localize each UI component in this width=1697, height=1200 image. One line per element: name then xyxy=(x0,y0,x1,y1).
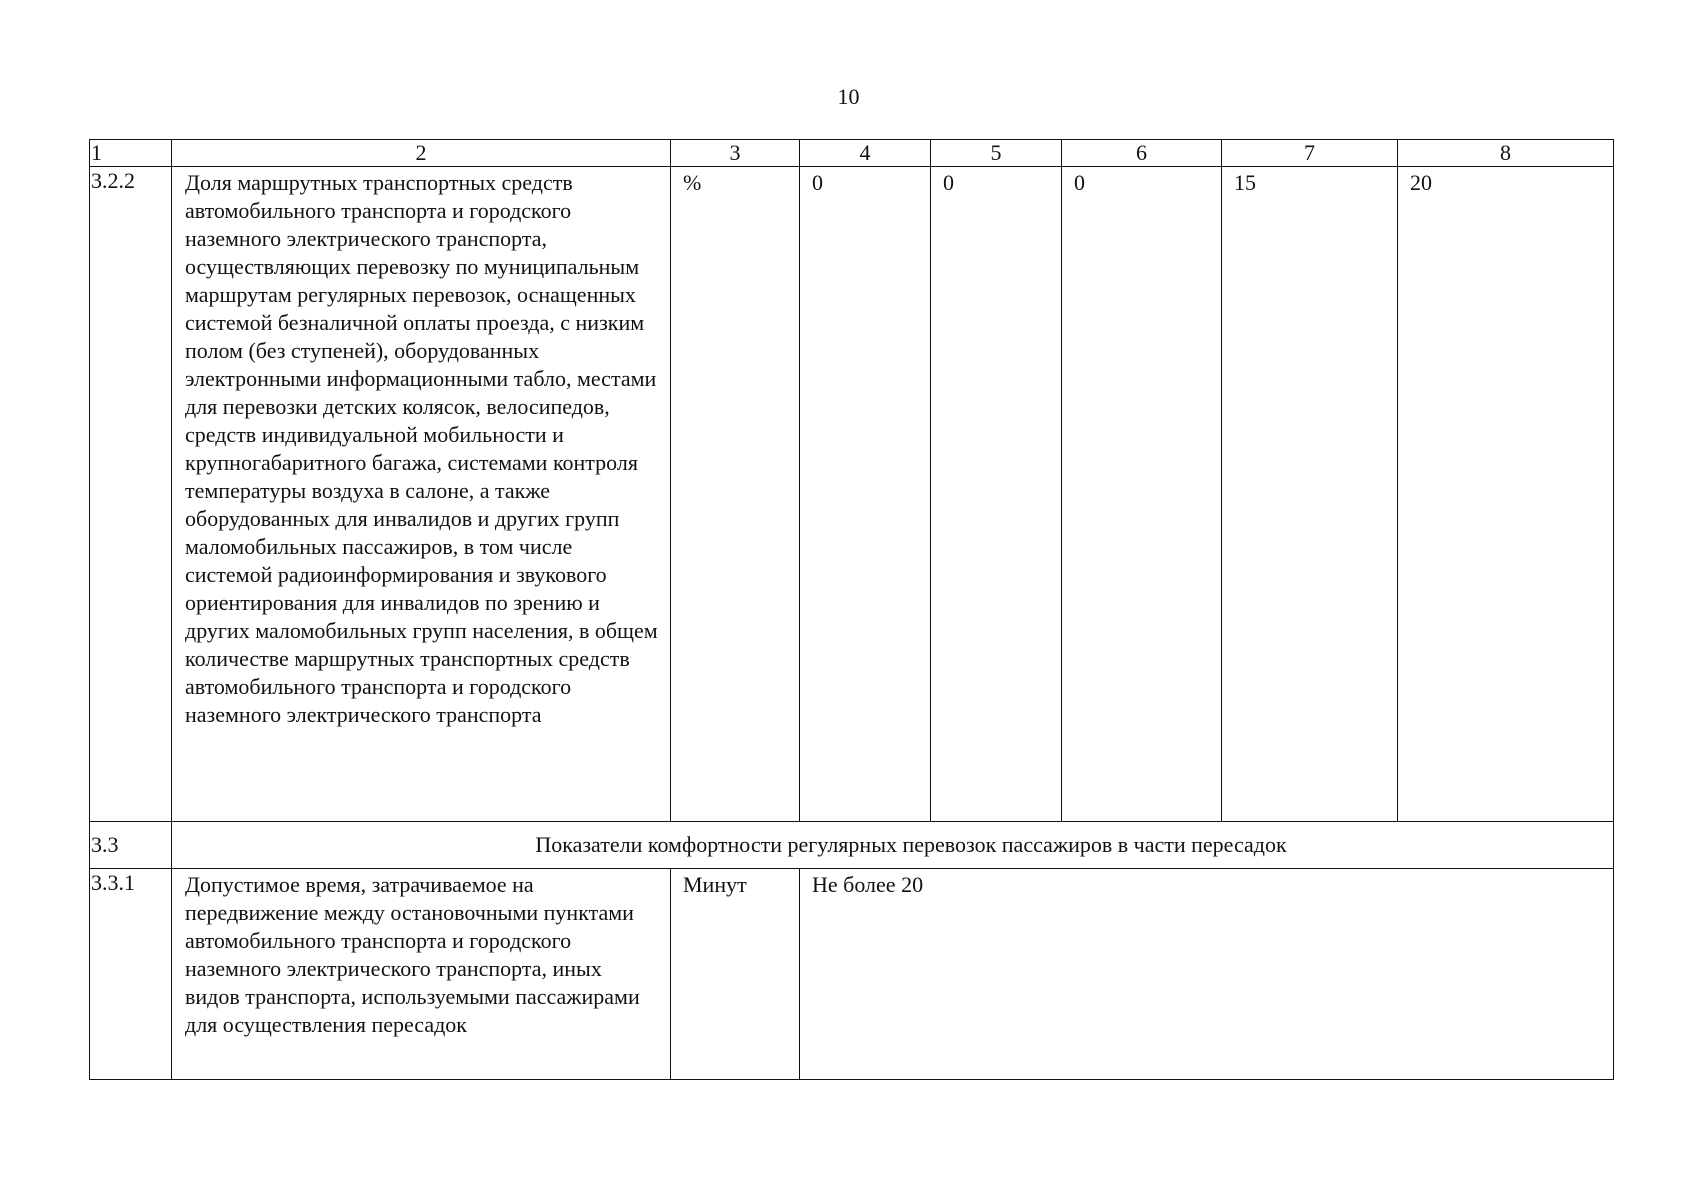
table-section-3-3 xyxy=(90,822,1614,869)
column-header-5: 5 xyxy=(931,140,1062,167)
column-header-3: 3 xyxy=(671,140,800,167)
page-number: 10 xyxy=(837,84,860,109)
row-value-merged: Не более 20 xyxy=(800,869,1614,1080)
row-number: 3.2.2 xyxy=(90,167,172,822)
row-value-col7: 15 xyxy=(1222,167,1398,822)
row-value-col8: 20 xyxy=(1398,167,1614,822)
column-header-1: 1 xyxy=(90,140,172,167)
row-unit: Минут xyxy=(671,869,800,1080)
section-number: 3.3 xyxy=(90,822,172,869)
row-unit: % xyxy=(671,167,800,822)
row-description: Допустимое время, затрачиваемое на передвижение между остановочными пунктами автомобильного транспорта и городского наземного электрического транспорта, иных видов транспорта, используемыми пассажирами для осуществления пересадок xyxy=(172,869,671,1080)
column-header-7: 7 xyxy=(1222,140,1398,167)
indicators-table xyxy=(89,139,1614,1080)
row-value-col4: 0 xyxy=(800,167,931,822)
row-value-col6: 0 xyxy=(1062,167,1222,822)
table-header-row xyxy=(90,140,1614,167)
row-description: Доля маршрутных транспортных средств автомобильного транспорта и городского наземного электрического транспорта, осуществляющих перевозку по муниципальным маршрутам регулярных перевозок, оснащенных системой безналичной оплаты проезда, с низким полом (без ступеней), оборудованных электронными информационными табло, местами для перевозки детских колясок, велосипедов, средств индивидуальной мобильности и крупногабаритного багажа, системами контроля температуры воздуха в салоне, а также оборудованных для инвалидов и других групп маломобильных пассажиров, в том числе системой радиоинформирования и звукового ориентирования для инвалидов по зрению и других маломобильных групп населения, в общем количестве маршрутных транспортных средств автомобильного транспорта и городского наземного электрического транспорта xyxy=(172,167,671,822)
row-value-col5: 0 xyxy=(931,167,1062,822)
column-header-2: 2 xyxy=(172,140,671,167)
column-header-4: 4 xyxy=(800,140,931,167)
table-row-3-2-2 xyxy=(90,167,1614,822)
section-title: Показатели комфортности регулярных перевозок пассажиров в части пересадок xyxy=(172,822,1614,869)
table-row-3-3-1 xyxy=(90,869,1614,1080)
column-header-8: 8 xyxy=(1398,140,1614,167)
column-header-6: 6 xyxy=(1062,140,1222,167)
row-number: 3.3.1 xyxy=(90,869,172,1080)
